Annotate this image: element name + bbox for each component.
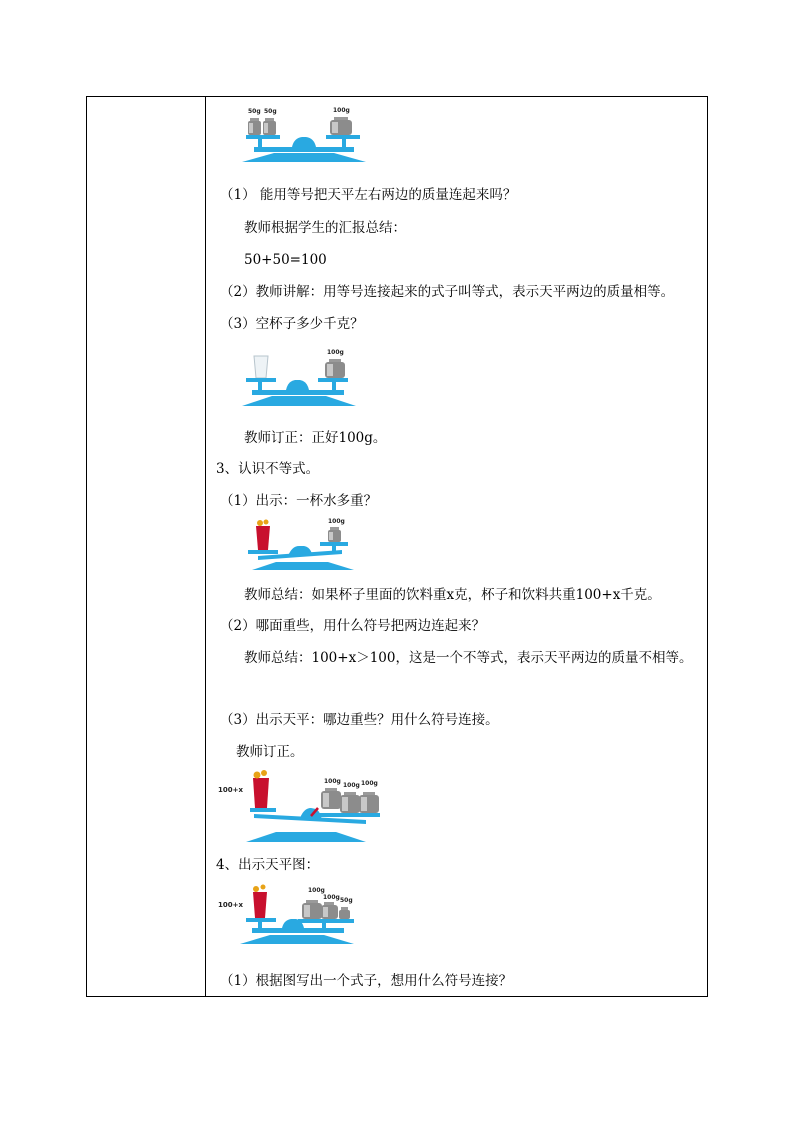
balance-scale-5 (240, 918, 354, 944)
label-100x-b: 100+x (218, 901, 243, 909)
section-4: 4、出示天平图： (216, 857, 320, 873)
juice-cup-icon (256, 520, 270, 551)
balance-figure-2 (238, 346, 366, 414)
balance-figure-1 (234, 104, 374, 172)
weight-50g-b (263, 118, 276, 135)
question-3: （3）空杯子多少千克？ (220, 316, 364, 332)
label-100g-a: 100g (333, 107, 350, 114)
weight-100g-c (328, 527, 341, 542)
teacher-summary-1: 教师根据学生的汇报总结： (244, 220, 406, 236)
weight-100g-e (340, 792, 360, 813)
teacher-summary-3: 教师总结：100+x＞100，这是一个不等式，表示天平两边的质量不相等。 (244, 650, 693, 666)
label-100g-c: 100g (328, 518, 345, 525)
teacher-correction-2: 教师订正。 (236, 744, 304, 760)
teacher-correction-1: 教师订正：正好100g。 (244, 430, 387, 446)
weight-50g-c (339, 907, 350, 919)
weight-100g-b (325, 359, 345, 378)
juice-cup-icon-2 (253, 770, 269, 808)
question-5: （3）出示天平：哪边重些？用什么符号连接。 (220, 712, 499, 728)
question-6: （1）根据图写出一个式子，想用什么符号连接？ (220, 973, 513, 989)
label-100x-a: 100+x (218, 786, 243, 794)
juice-cup-icon-3 (253, 885, 267, 919)
label-100g-h: 100g (323, 894, 340, 901)
balance-scale-1 (242, 135, 366, 162)
empty-cup-icon (254, 356, 268, 378)
label-100g-b: 100g (327, 349, 344, 356)
teacher-summary-2: 教师总结：如果杯子里面的饮料重x克，杯子和饮料共重100+x千克。 (244, 587, 661, 603)
question-2: （2）教师讲解：用等号连接起来的式子叫等式，表示天平两边的质量相等。 (220, 284, 675, 300)
weight-50g-a (248, 118, 261, 135)
balance-scale-2 (242, 378, 356, 406)
question-1: （1） 能用等号把天平左右两边的质量连起来吗？ (220, 187, 517, 203)
label-50g-a: 50g (248, 108, 261, 115)
label-100g-g: 100g (308, 887, 325, 894)
question-4: （2）哪面重些，用什么符号把两边连起来？ (220, 618, 486, 634)
show-1: （1）出示：一杯水多重？ (220, 493, 378, 509)
weight-100g-a (330, 117, 352, 135)
weight-100g-d (321, 788, 341, 809)
weight-100g-h (321, 902, 338, 919)
section-3: 3、认识不等式。 (216, 461, 320, 477)
lesson-content (206, 96, 708, 997)
equation-1: 50+50=100 (244, 252, 327, 268)
label-50g-c: 50g (340, 897, 353, 904)
weight-100g-f (359, 792, 379, 813)
label-100g-f: 100g (361, 780, 378, 787)
weight-100g-g (302, 900, 322, 919)
balance-figure-4 (216, 768, 391, 850)
balance-figure-3 (242, 516, 360, 576)
label-100g-e: 100g (343, 782, 360, 789)
balance-figure-5 (216, 880, 366, 950)
label-100g-d: 100g (324, 778, 341, 785)
label-50g-b: 50g (264, 108, 277, 115)
